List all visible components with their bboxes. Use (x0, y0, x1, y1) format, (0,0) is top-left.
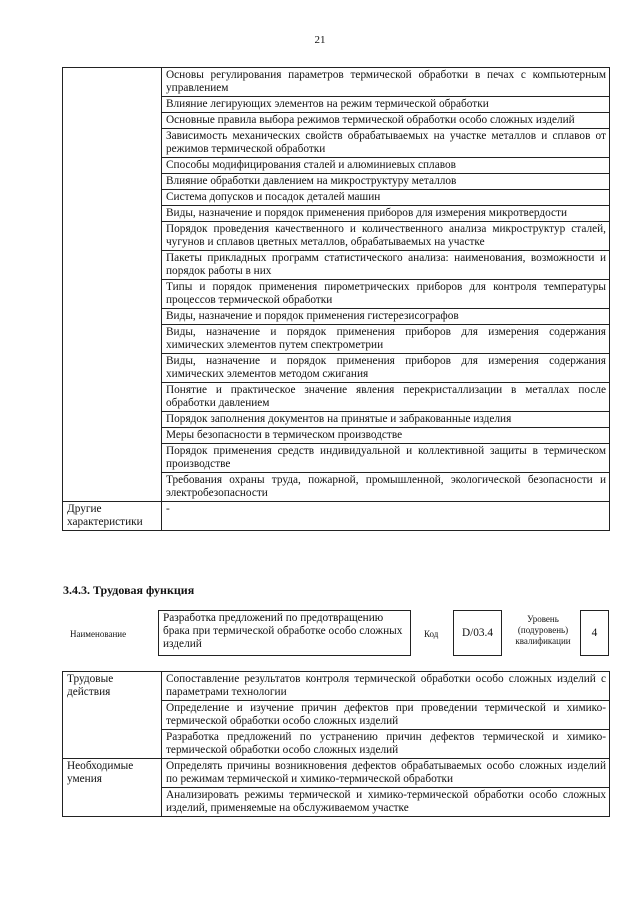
knowledge-item: Понятие и практическое значение явления перекристаллизации в металлах после обработки давлением (162, 383, 610, 412)
skill-item: Определять причины возникновения дефектов обрабатываемых особо сложных изделий по режимам термической и химико-термической обработки (162, 759, 610, 788)
actions-table (62, 671, 610, 817)
knowledge-item: Пакеты прикладных программ статистического анализа: наименования, возможности и порядок работы в них (162, 251, 610, 280)
level-box: 4 (580, 610, 609, 656)
knowledge-item: Порядок применения средств индивидуальной и коллективной защиты в термическом производстве (162, 444, 610, 473)
knowledge-item: Система допусков и посадок деталей машин (162, 190, 610, 206)
page-number: 21 (314, 34, 326, 46)
knowledge-item: Виды, назначение и порядок применения гистерезисографов (162, 309, 610, 325)
knowledge-item: Влияние легирующих элементов на режим термической обработки (162, 97, 610, 113)
knowledge-item: Типы и порядок применения пирометрических приборов для контроля температуры процессов термической обработки (162, 280, 610, 309)
knowledge-item: Виды, назначение и порядок применения приборов для измерения содержания химических элементов путем спектрометрии (162, 325, 610, 354)
knowledge-item: Виды, назначение и порядок применения приборов для измерения содержания химических элементов методом сжигания (162, 354, 610, 383)
table-row (63, 672, 610, 701)
labor-action-item: Определение и изучение причин дефектов при проведении термической и химико-термической обработки особо сложных изделий (162, 701, 610, 730)
function-name-box: Разработка предложений по предотвращению брака при термической обработке особо сложных изделий (158, 610, 411, 656)
knowledge-item: Способы модифицирования сталей и алюминиевых сплавов (162, 158, 610, 174)
empty-label-cell (63, 68, 162, 502)
knowledge-item: Порядок заполнения документов на принятые и забракованные изделия (162, 412, 610, 428)
section-heading: 3.4.3. Трудовая функция (63, 583, 195, 597)
skill-item: Анализировать режимы термической и химико-термической обработки особо сложных изделий, применяемые на обслуживаемом участке (162, 788, 610, 817)
labor-action-item: Разработка предложений по устранению причин дефектов термической и химико-термической обработки особо сложных изделий (162, 730, 610, 759)
knowledge-item: Требования охраны труда, пожарной, промышленной, экологической безопасности и электробезопасности (162, 473, 610, 502)
labor-action-item: Сопоставление результатов контроля термической обработки особо сложных изделий с параметрами технологии (162, 672, 610, 701)
knowledge-item: Основы регулирования параметров термической обработки в печах с компьютерным управлением (162, 68, 610, 97)
knowledge-item: Основные правила выбора режимов термической обработки особо сложных изделий (162, 113, 610, 129)
knowledge-item: Зависимость механических свойств обрабатываемых на участке металлов и сплавов от режимов термической обработки (162, 129, 610, 158)
knowledge-item: Виды, назначение и порядок применения приборов для измерения микротвердости (162, 206, 610, 222)
name-label: Наименование (70, 629, 127, 639)
knowledge-item: Порядок проведения качественного и количественного анализа микроструктур сталей, чугунов и сплавов цветных металлов, обрабатываемых на участке (162, 222, 610, 251)
labor-actions-label: Трудовые действия (63, 672, 162, 759)
table-row (63, 759, 610, 788)
table-row (63, 502, 610, 531)
table-row (63, 68, 610, 97)
level-label: Уровень (подуровень) квалификации (515, 614, 571, 646)
other-characteristics-value: - (162, 502, 610, 531)
knowledge-item: Влияние обработки давлением на микроструктуру металлов (162, 174, 610, 190)
code-label: Код (424, 629, 439, 639)
code-box: D/03.4 (453, 610, 502, 656)
required-skills-label: Необходимые умения (63, 759, 162, 817)
knowledge-table (62, 67, 610, 531)
other-characteristics-label: Другие характеристики (63, 502, 162, 531)
knowledge-item: Меры безопасности в термическом производстве (162, 428, 610, 444)
